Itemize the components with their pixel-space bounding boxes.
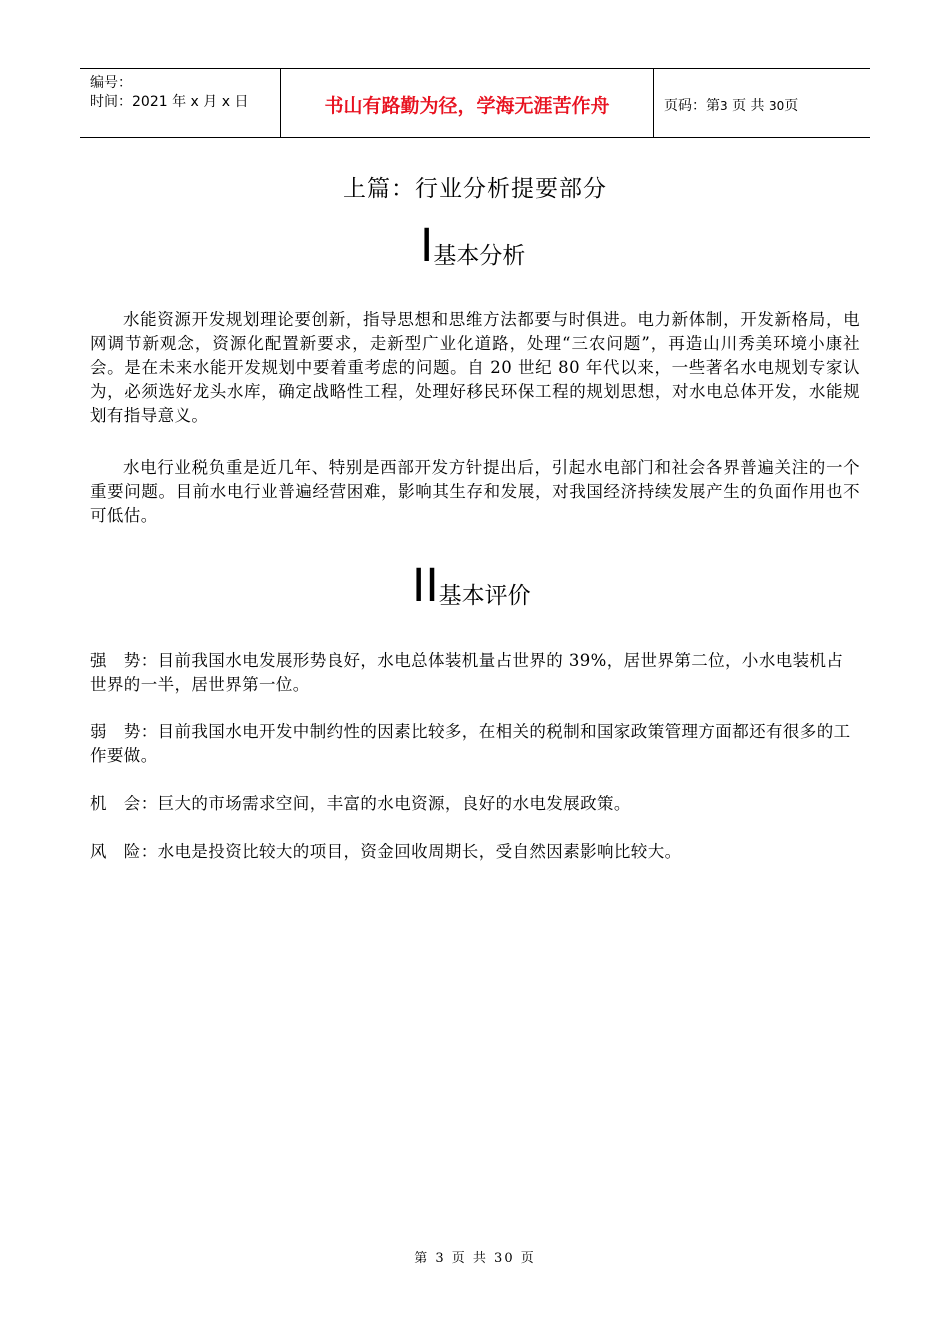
section-1-numeral: I: [420, 219, 434, 272]
evaluation-text: 水电是投资比较大的项目，资金回收周期长，受自然因素影响比较大。: [157, 842, 682, 861]
section-2-numeral: II: [412, 559, 439, 612]
evaluation-label: 机 会：: [90, 794, 158, 813]
page-end: 页: [784, 98, 799, 114]
evaluation-risk: [90, 840, 860, 864]
page-label: 页码：第: [664, 98, 720, 114]
page-current: 3: [720, 99, 728, 113]
evaluation-text: 巨大的市场需求空间，丰富的水电资源，良好的水电发展政策。: [157, 794, 631, 813]
header-motto: 书山有路勤为径，学海无涯苦作舟: [324, 95, 610, 117]
evaluation-label: 强 势：: [90, 651, 158, 670]
evaluation-opportunity: [90, 792, 860, 816]
header-page-info: [664, 95, 798, 115]
evaluation-weakness: [90, 720, 860, 768]
page-mid: 页 共: [732, 98, 765, 114]
evaluation-strength: [90, 649, 860, 697]
evaluation-label: 弱 势：: [90, 722, 158, 741]
header-motto-cell: [281, 69, 654, 137]
evaluation-label: 风 险：: [90, 842, 158, 861]
section-1-paragraph-2: 水电行业税负重是近几年、特别是西部开发方针提出后，引起水电部门和社会各界普遍关注的一个重要问题。目前水电行业普遍经营困难，影响其生存和发展，对我国经济持续发展产生的负面作用也不可低估。: [90, 458, 860, 525]
section-2-label: 基本评价: [438, 583, 531, 609]
header-meta-cell: [80, 69, 281, 137]
section-2-heading: [412, 559, 531, 612]
page-header: [80, 68, 870, 138]
page-footer: 第 3 页 共 30 页: [414, 1251, 536, 1266]
page-total: 30: [769, 99, 785, 113]
section-1-heading: [420, 219, 526, 272]
evaluation-text: 目前我国水电开发中制约性的因素比较多，在相关的税制和国家政策管理方面都还有很多的工作要做。: [90, 722, 851, 765]
page-title: 上篇：行业分析提要部分: [343, 176, 607, 202]
section-1-paragraph-1: 水能资源开发规划理论要创新，指导思想和思维方法都要与时俱进。电力新体制，开发新格局，电网调节新观念，资源化配置新要求，走新型广业化道路，处理“三农问题”，再造山川秀美环境小康社会。是在未来水能开发规划中要着重考虑的问题。自 20 世纪 80 年代以来，一些著名水电规划专家认为，必须选好龙头水库，确定战略性工程，处理好移民环保工程的规划思想，对水电总体开发，水能规划有指导意义。: [90, 310, 860, 425]
section-1-label: 基本分析: [433, 243, 526, 269]
document-number-label: 编号：: [90, 75, 132, 91]
evaluation-text: 目前我国水电发展形势良好，水电总体装机量占世界的 39%，居世界第二位，小水电装机占世界的一半，居世界第一位。: [90, 651, 844, 694]
document-date: 时间：2021 年 x 月 x 日: [90, 94, 249, 110]
header-page-cell: [654, 69, 870, 137]
